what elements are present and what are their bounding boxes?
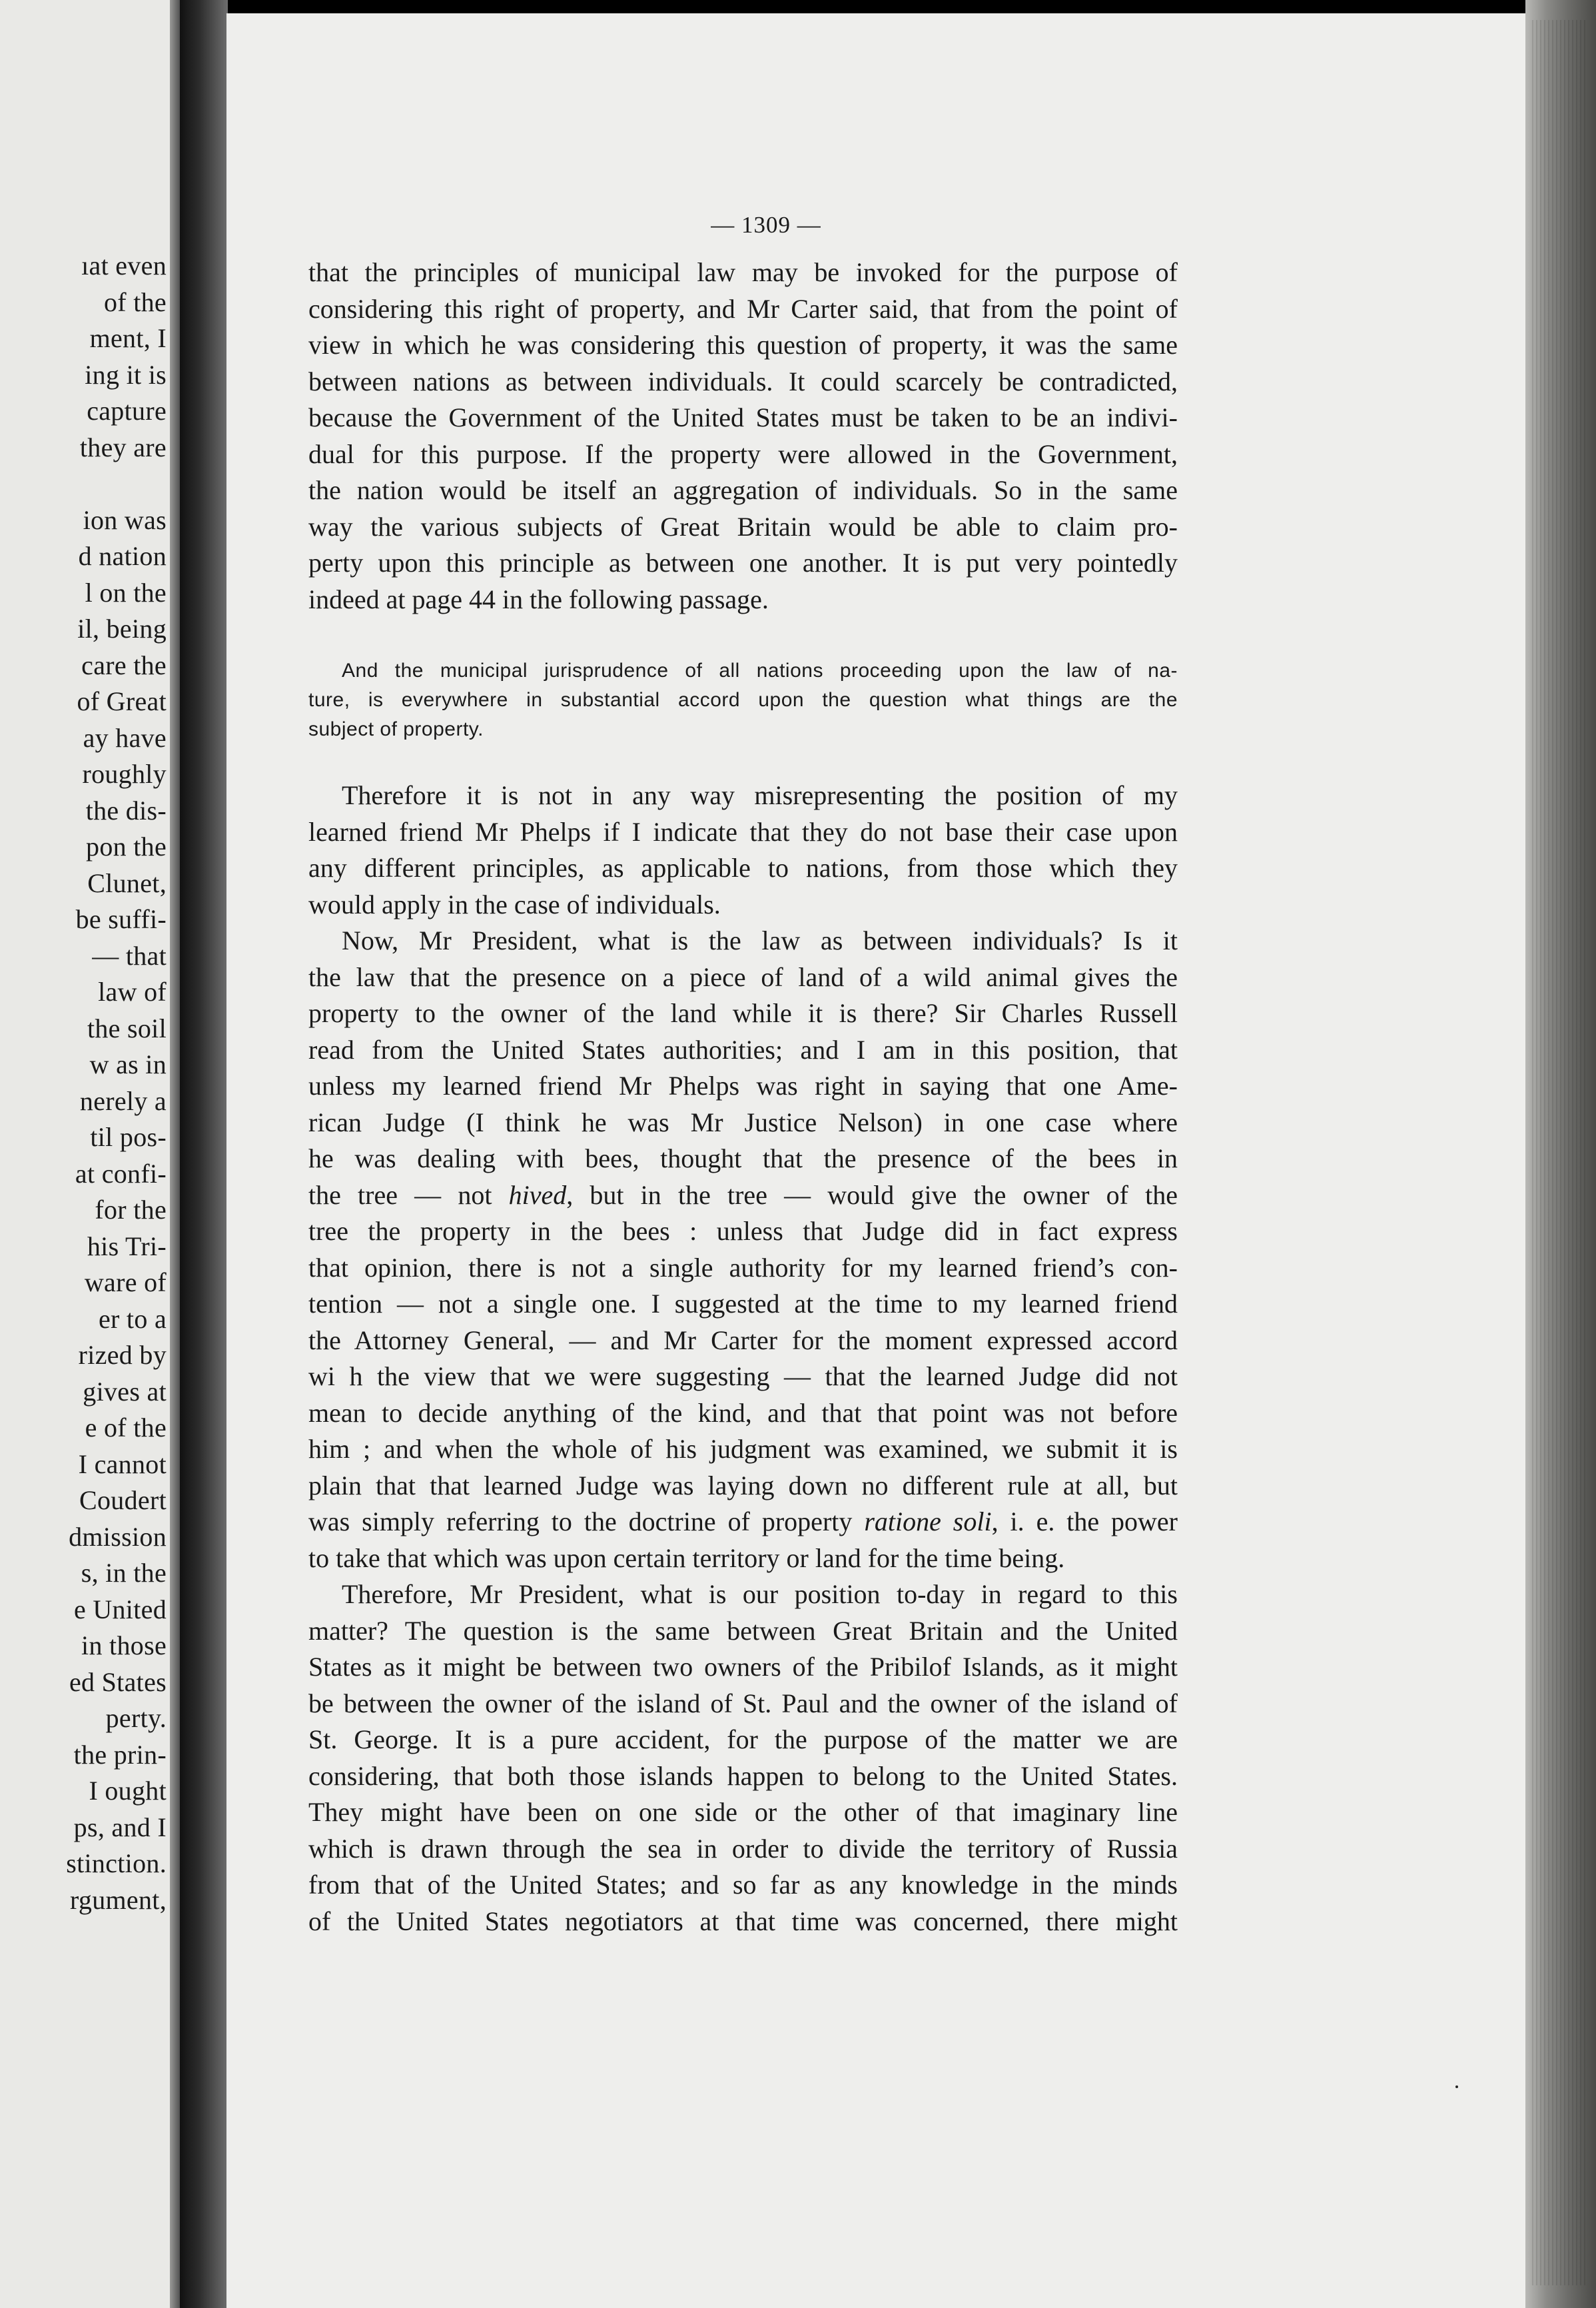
- left-line: of the: [104, 287, 167, 317]
- left-line: ps, and I: [73, 1812, 167, 1842]
- text-line: rican Judge (I think he was Mr Justice Nelson) in one case where: [308, 1107, 1178, 1137]
- left-line: er to a: [98, 1303, 167, 1334]
- quote-line: ture, is everywhere in substantial accord upon the question what things are the: [308, 689, 1178, 711]
- left-line: ıat even: [81, 251, 167, 281]
- text-line: learned friend Mr Phelps if I indicate that they do not base their case upon: [308, 816, 1178, 847]
- text-line: Therefore, Mr President, what is our position to-day in regard to this: [342, 1579, 1178, 1609]
- left-line: ing it is: [85, 359, 167, 390]
- left-line: I ought: [89, 1776, 167, 1806]
- left-line: capture: [87, 396, 167, 426]
- text-line: Therefore it is not in any way misrepresenting the position of my: [342, 780, 1178, 810]
- left-line: of Great: [77, 686, 167, 716]
- left-line: at confi-: [75, 1158, 167, 1189]
- block-quote: [308, 656, 1178, 744]
- text-line: unless my learned friend Mr Phelps was right in saying that one Ame-: [308, 1071, 1178, 1101]
- left-line: d nation: [78, 541, 167, 571]
- text-line: the nation would be itself an aggregation of individuals. So in the same: [308, 475, 1178, 505]
- left-page-text: [0, 248, 167, 1918]
- left-line: the dis-: [85, 795, 167, 826]
- left-line: Clunet,: [87, 867, 167, 898]
- left-line: in those: [81, 1630, 167, 1660]
- text-line: would apply in the case of individuals.: [308, 889, 721, 919]
- text-line: Now, Mr President, what is the law as between individuals? Is it: [342, 925, 1178, 955]
- left-line: ed States: [69, 1666, 167, 1697]
- text-line: the law that the presence on a piece of land of a wild animal gives the: [308, 961, 1178, 992]
- left-line: pon the: [86, 832, 167, 862]
- text-line: from that of the United States; and so far as any knowledge in the minds: [308, 1870, 1178, 1900]
- text-line: mean to decide anything of the kind, and that that point was not before: [308, 1397, 1178, 1428]
- left-line: e of the: [85, 1413, 167, 1442]
- left-line: il, being: [77, 614, 167, 644]
- left-line: l on the: [85, 577, 167, 608]
- left-line: ment, I: [89, 323, 167, 353]
- left-line: for the: [95, 1195, 167, 1225]
- text-line: wi h the view that we were suggesting — that the learned Judge did not: [308, 1361, 1178, 1391]
- left-line: gives at: [83, 1376, 167, 1407]
- text-segment: the tree — not: [308, 1179, 509, 1210]
- text-line: plain that that learned Judge was laying down no different rule at all, but: [308, 1470, 1178, 1500]
- left-line: they are: [79, 432, 167, 462]
- left-line: stinction.: [66, 1848, 167, 1878]
- text-line: him ; and when the whole of his judgment was examined, we submit it is: [308, 1434, 1178, 1464]
- ink-speck: [1455, 2085, 1458, 2088]
- text-line: St. George. It is a pure accident, for the purpose of the matter we are: [308, 1724, 1178, 1754]
- text-line: the Attorney General, — and Mr Carter for the moment expressed accord: [308, 1325, 1178, 1355]
- text-line: that the principles of municipal law may be invoked for the purpose of: [308, 257, 1178, 287]
- text-line: that opinion, there is not a single authority for my learned friend’s con-: [308, 1252, 1178, 1283]
- text-line: any different principles, as applicable to nations, from those which they: [308, 853, 1178, 883]
- text-line: he was dealing with bees, thought that the presence of the bees in: [308, 1143, 1178, 1173]
- paragraph-2: [308, 778, 1178, 923]
- left-line: ion was: [83, 504, 167, 535]
- quote-line: And the municipal jurisprudence of all nations proceeding upon the law of na-: [342, 660, 1178, 682]
- text-line: matter? The question is the same between Great Britain and the United: [308, 1615, 1178, 1646]
- left-line: w as in: [89, 1049, 167, 1079]
- text-line: way the various subjects of Great Britain would be able to claim pro-: [308, 511, 1178, 542]
- text-line: perty upon this principle as between one another. It is put very pointedly: [308, 548, 1178, 578]
- left-line: nerely a: [79, 1085, 167, 1116]
- left-line: Coudert: [79, 1485, 167, 1515]
- italic-phrase: ratione soli: [864, 1506, 992, 1536]
- italic-word: hived: [508, 1179, 567, 1210]
- left-line: ware of: [84, 1267, 167, 1297]
- text-segment: , but in the tree — would give the owner of the: [566, 1179, 1178, 1210]
- left-line: his Tri-: [87, 1231, 167, 1261]
- left-line: rized by: [78, 1340, 167, 1370]
- left-line: the prin-: [73, 1739, 167, 1770]
- text-line: property to the owner of the land while it is there? Sir Charles Russell: [308, 998, 1178, 1028]
- left-line: ay have: [83, 722, 167, 753]
- body-text: [308, 778, 1178, 1940]
- text-line: They might have been on one side or the other of that imaginary line: [308, 1797, 1178, 1827]
- text-line: considering this right of property, and Mr Carter said, that from the point of: [308, 293, 1178, 324]
- text-segment: was simply referring to the doctrine of property: [308, 1506, 865, 1536]
- left-page-fragment: [0, 0, 180, 2308]
- page-stack-lines: [1532, 20, 1585, 2285]
- left-line: rgument,: [70, 1884, 167, 1915]
- text-line: tention — not a single one. I suggested at the time to my learned friend: [308, 1289, 1178, 1319]
- left-line: care the: [81, 650, 167, 680]
- left-line: e United: [73, 1594, 167, 1624]
- left-line: the soil: [87, 1013, 167, 1043]
- paragraph-3: [308, 923, 1178, 1576]
- text-line: to take that which was upon certain territory or land for the time being.: [308, 1542, 1065, 1573]
- text-segment: , i. e. the power: [991, 1506, 1178, 1536]
- text-line: view in which he was considering this question of property, it was the same: [308, 330, 1178, 360]
- paragraph-1: [308, 255, 1178, 618]
- text-line: be between the owner of the island of St. Paul and the owner of the island of: [308, 1688, 1178, 1718]
- left-line: law of: [98, 977, 167, 1007]
- left-line: perty.: [105, 1703, 167, 1733]
- text-line: of the United States negotiators at that time was concerned, there might: [308, 1906, 1178, 1936]
- quote-line: subject of property.: [308, 718, 484, 740]
- left-line: roughly: [82, 759, 167, 789]
- text-line: which is drawn through the sea in order to divide the territory of Russia: [308, 1833, 1178, 1864]
- text-line-with-italic: [308, 1177, 1178, 1214]
- book-spine-shadow: [180, 0, 228, 2308]
- text-line: States as it might be between two owners of the Pribilof Islands, as it might: [308, 1652, 1178, 1682]
- left-line: be suffi-: [75, 904, 167, 934]
- text-line: indeed at page 44 in the following passage.: [308, 584, 769, 614]
- left-line: til pos-: [90, 1122, 167, 1152]
- page-number: — 1309 —: [711, 212, 821, 238]
- left-line: I cannot: [78, 1448, 167, 1479]
- paragraph-4: [308, 1576, 1178, 1940]
- text-line: considering, that both those islands happen to belong to the United States.: [308, 1760, 1178, 1791]
- text-line: between nations as between individuals. It could scarcely be contradicted,: [308, 366, 1178, 396]
- text-line: dual for this purpose. If the property were allowed in the Government,: [308, 438, 1178, 469]
- left-line: dmission: [69, 1521, 167, 1552]
- text-line: read from the United States authorities; and I am in this position, that: [308, 1034, 1178, 1065]
- text-line-with-italic: [308, 1504, 1178, 1540]
- text-line: tree the property in the bees : unless that Judge did in fact express: [308, 1216, 1178, 1246]
- left-line: — that: [92, 940, 167, 971]
- text-line: because the Government of the United States must be taken to be an indivi-: [308, 402, 1178, 432]
- left-line: s, in the: [81, 1558, 167, 1588]
